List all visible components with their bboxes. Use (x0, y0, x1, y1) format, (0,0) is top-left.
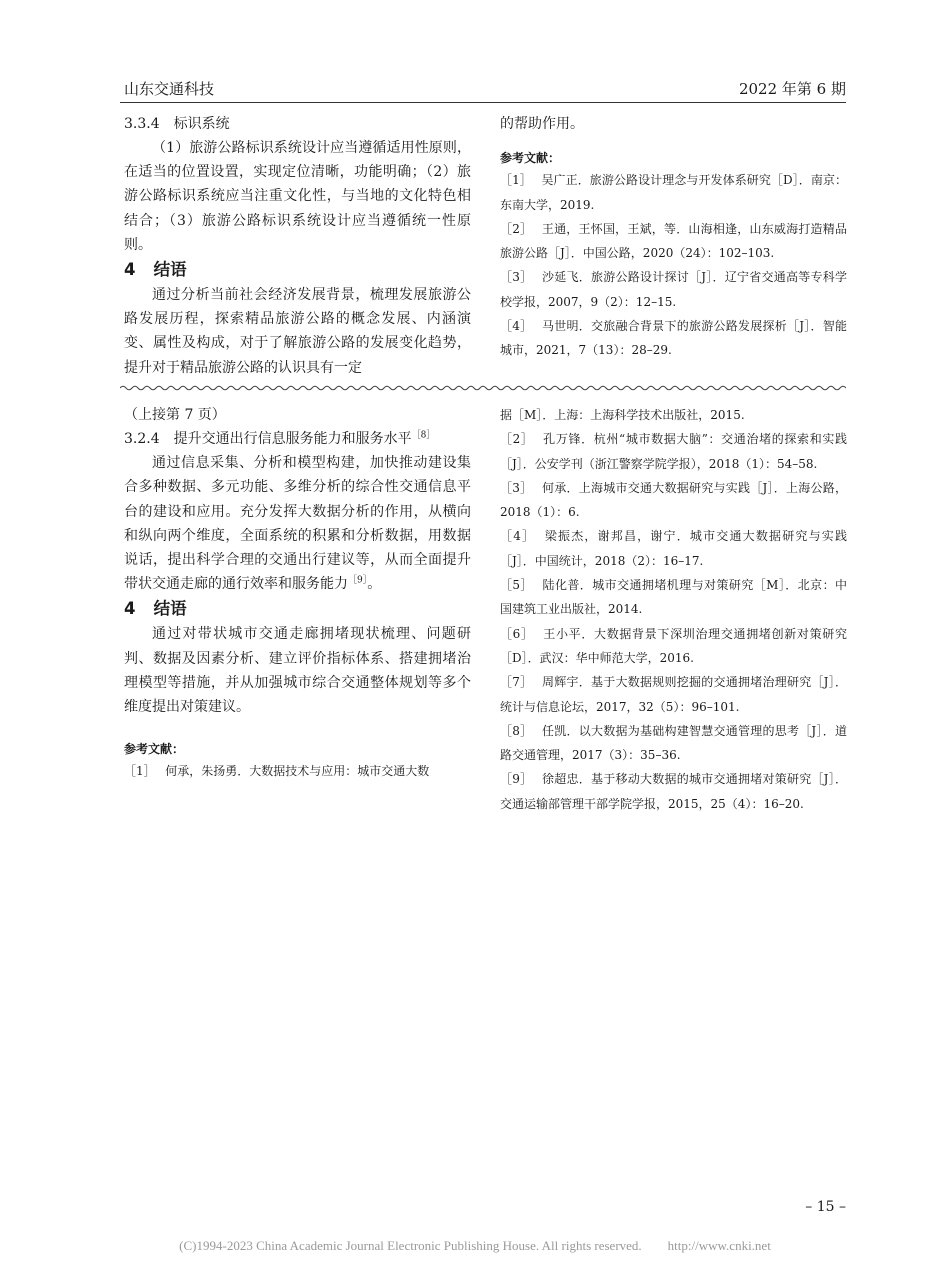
wavy-separator (120, 383, 846, 393)
citation-mark: ［8］ (411, 430, 436, 441)
reference-list (500, 427, 847, 816)
citation-mark: ［9］ (348, 575, 368, 586)
paragraph: 通过信息采集、分析和模型构建，加快推动建设集合多种数据、多元功能、多维分析的综合性交通信息平台的建设和应用。充分发挥大数据分析的作用，从横向和纵向两个维度，全面系统的积累和分析数据，用数据说话，提出科学合理的交通出行建议等，从而全面提升带状交通走廊的通行效率和服务能力$^{[9]}$。 (124, 455, 471, 593)
section-number: 4 (124, 599, 136, 619)
reference-item: ［3］ 沙延飞．旅游公路设计探讨［J］．辽宁省交通高等专科学校学报，2007，9（2）：12–15. (500, 270, 847, 309)
reference-item: ［9］ 徐超忠．基于移动大数据的城市交通拥堵对策研究［J］．交通运输部管理干部学院学报，2015，25（4）：16–20. (500, 772, 847, 811)
reference-item: ［3］ 何承．上海城市交通大数据研究与实践［J］．上海公路，2018（1）：6. (500, 480, 847, 520)
reference-item: ［2］ 王通，王怀国，王斌，等．山海相逢，山东威海打造精品旅游公路［J］．中国公路，2020（24）：102–103. (500, 221, 847, 261)
section-number: 4 (124, 260, 136, 280)
header-divider (120, 102, 846, 103)
issue-label: 2022 年第 6 期 (738, 80, 846, 98)
continuation-text: 的帮助作用。 (500, 116, 584, 132)
reference-item: ［1］ 吴广正．旅游公路设计理念与开发体系研究［D］．南京：东南大学，2019. (500, 173, 848, 212)
page-number: – 15 – (805, 1199, 846, 1215)
top-right-column (500, 112, 847, 363)
references-title: 参考文献： (124, 742, 185, 757)
paragraph: 通过对带状城市交通走廊拥堵现状梳理、问题研判、数据及因素分析、建立评价指标体系、搭建拥堵治理模型等措施，并从加强城市综合交通整体规划等多个维度提出对策建议。 (124, 626, 471, 716)
references-title: 参考文献： (500, 151, 561, 166)
reference-item: ［1］ 何承，朱扬勇．大数据技术与应用：城市交通大数 (124, 764, 430, 779)
reference-item: ［6］ 王小平．大数据背景下深圳治理交通拥堵创新对策研究［D］．武汉：华中师范大学，2016. (500, 626, 847, 665)
top-left-column (124, 112, 471, 380)
section-title: 结语 (153, 260, 187, 280)
reference-item: ［8］ 任凯．以大数据为基础构建智慧交通管理的思考［J］．道路交通管理，2017（3）：35–36. (500, 723, 847, 763)
copyright-footer: (C)1994-2023 China Academic Journal Electronic Publishing House. All rights reserved. http://www.cnki.net (179, 1238, 771, 1253)
paragraph: （1）旅游公路标识系统设计应当遵循适用性原则，在适当的位置设置，实现定位清晰，功能明确；（2）旅游公路标识系统应当注重文化性，与当地的文化特色相结合；（3）旅游公路标识系统设计应当遵循统一性原则。 (124, 140, 471, 253)
journal-name: 山东交通科技 (124, 80, 215, 98)
reference-item: ［4］ 马世明．交旅融合背景下的旅游公路发展探析［J］．智能城市，2021，7（13）：28–29. (500, 318, 847, 358)
reference-item: ［2］ 孔万锋．杭州“城市数据大脑”：交通治堵的探索和实践［J］．公安学刊（浙江警察学院学报），2018（1）：54–58. (500, 432, 847, 471)
reference-continuation: 据［M］．上海：上海科学技术出版社，2015. (500, 408, 745, 422)
reference-list (500, 168, 847, 362)
bottom-right-column (500, 403, 847, 816)
section-heading (124, 257, 471, 283)
reference-item: ［4］ 梁振杰，谢邦昌，谢宁．城市交通大数据研究与实践［J］．中国统计，2018（2）：16–17. (500, 529, 847, 568)
paragraph: 通过分析当前社会经济发展背景，梳理发展旅游公路发展历程，探索精品旅游公路的概念发展、内涵演变、属性及构成，对于了解旅游公路的发展变化趋势，提升对于精品旅游公路的认识具有一定 (124, 287, 471, 376)
reference-item: ［7］ 周辉宇．基于大数据规则挖掘的交通拥堵治理研究［J］．统计与信息论坛，2017，32（5）：96–101. (500, 675, 847, 714)
section-title: 结语 (153, 599, 187, 619)
continued-from-note: （上接第 7 页） (124, 407, 226, 423)
section-heading (124, 596, 471, 622)
bottom-left-column (124, 403, 471, 784)
subhead-3-2-4: 3.2.4 提升交通出行信息服务能力和服务水平$^{[8]}$ (124, 430, 436, 448)
reference-item: ［5］ 陆化普．城市交通拥堵机理与对策研究［M］．北京：中国建筑工业出版社，2014. (500, 578, 847, 617)
subhead-3-3-4: 3.3.4 标识系统 (124, 116, 230, 132)
